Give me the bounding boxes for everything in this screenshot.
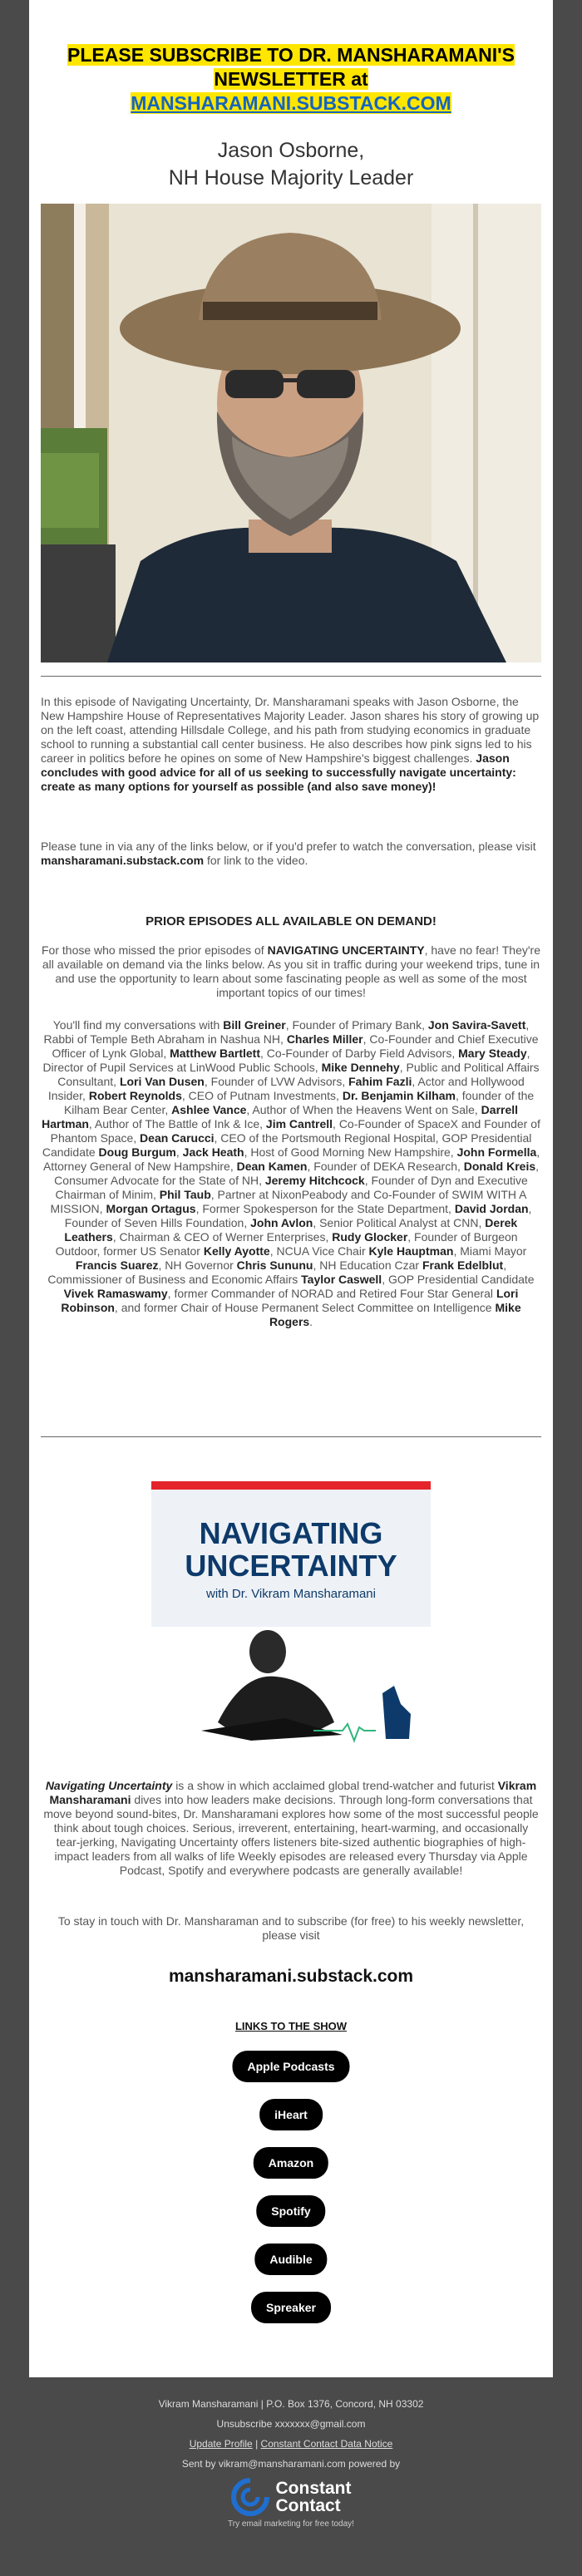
guest-list-role: , Rabbi of Temple Beth Abraham in Nashua NH, [43, 1018, 530, 1046]
guest-list-role: , Author of The Battle of Ink & Ice, [88, 1117, 264, 1130]
subscribe-banner[interactable] [62, 43, 520, 116]
guest-list-role: , Co-Founder of Darby Field Advisors, [260, 1047, 456, 1060]
guest-list-role: , Attorney General of New Hampshire, [42, 1145, 540, 1173]
cover-line3: with Dr. Vikram Mansharamani [206, 1587, 376, 1601]
substack-link[interactable]: MANSHARAMANI.SUBSTACK.COM [131, 92, 451, 114]
guest-list-name: Mary Steady [458, 1047, 527, 1060]
guest-list-name: Morgan Ortagus [106, 1202, 196, 1215]
guest-list-role: , Miami Mayor [453, 1244, 527, 1258]
cover-line1: NAVIGATING [199, 1516, 383, 1550]
guest-list-role: , GOP Presidential Candidate [382, 1273, 535, 1286]
brand-line2: Contact [275, 2496, 341, 2515]
guest-list-name: Matthew Bartlett [170, 1047, 261, 1060]
prior-episodes-title: PRIOR EPISODES ALL AVAILABLE ON DEMAND! [146, 914, 436, 928]
prior-intro [41, 943, 541, 1000]
show-title: Navigating Uncertainty [45, 1779, 173, 1792]
links-title: LINKS TO THE SHOW [234, 2020, 348, 2032]
guest-title: NH House Majority Leader [168, 166, 414, 190]
guest-list-name: Jon Savira-Savett [427, 1018, 526, 1032]
tune-link[interactable]: mansharamani.substack.com [41, 854, 205, 867]
guest-heading [29, 137, 553, 192]
guest-list-name: Bill Greiner [223, 1018, 286, 1032]
guest-list-role: , and former Chair of House Permanent Select Committee on Intelligence [114, 1301, 492, 1314]
banner-line2: NEWSLETTER at [214, 68, 368, 90]
guest-list-name: Donald Kreis [463, 1160, 536, 1173]
show-link-button[interactable]: iHeart [259, 2099, 323, 2130]
guest-list-name: Fahim Fazli [348, 1075, 412, 1088]
guest-list-role: , NCUA Vice Chair [269, 1244, 366, 1258]
brand-line1: Constant [275, 2479, 352, 2498]
update-profile-link[interactable]: Update Profile [189, 2438, 253, 2450]
guest-list-name: Mike Dennehy [321, 1061, 400, 1074]
guest-list-name: Dean Kamen [236, 1160, 308, 1173]
constant-contact-icon [231, 2478, 269, 2516]
guest-list-name: Phil Taub [159, 1188, 211, 1201]
guest-list-name: Darrell Hartman [42, 1103, 519, 1130]
constant-contact-logo[interactable] [0, 2478, 582, 2516]
show-link-button[interactable]: Apple Podcasts [232, 2051, 349, 2082]
guest-list-name: Francis Suarez [75, 1258, 159, 1272]
podcast-cover [151, 1481, 431, 1761]
guest-list-name: Jim Cantrell [265, 1117, 333, 1130]
guest-list [41, 1018, 541, 1329]
guest-list-role: , Founder of Dyn and Executive Chairman of Minim, [55, 1174, 528, 1201]
guest-list-pre: You'll find my conversations with [52, 1018, 220, 1032]
guest-list-name: John Formella [456, 1145, 537, 1159]
guest-list-name: Jack Heath [182, 1145, 244, 1159]
show-link-button[interactable]: Spotify [256, 2195, 325, 2227]
footer-address: Vikram Mansharamani | P.O. Box 1376, Concord, NH 03302 [158, 2398, 424, 2410]
guest-list-name: Lori Van Dusen [119, 1075, 205, 1088]
guest-list-role: , Director of Pupil Services at LinWood Public Schools, [42, 1047, 530, 1074]
guest-list-name: Dr. Benjamin Kilham [342, 1089, 456, 1102]
stay-in-touch: To stay in touch with Dr. Mansharaman and to subscribe (for free) to his weekly newsletter, please visit [57, 1914, 525, 1942]
episode-intro [41, 695, 541, 794]
guest-list-name: Lori Robinson [61, 1287, 519, 1314]
divider-2 [41, 1436, 541, 1437]
guest-list-role: , NH Education Czar [313, 1258, 420, 1272]
tune-post: for link to the video. [206, 854, 308, 867]
guest-list-role: , founder of the Kilham Bear Center, [63, 1089, 535, 1116]
prior-bold: NAVIGATING UNCERTAINTY [267, 943, 425, 957]
show-desc-b: dives into how leaders make decisions. Through long-form conversations that move beyond sound-bites, Dr. Mansharamani explores how some of the most successful people think about tough choices. Serious, irreverent, entertaining, heart-warming, and occasionally tear-jerking, Navigating Uncertainty offers listeners bite-sized authentic biographies of high-impact leaders from all walks of life Weekly episodes are released every Thursday via Apple Podcast, Spotify and everywhere podcasts are generally available! [43, 1793, 539, 1877]
guest-list-role: , [175, 1145, 180, 1159]
guest-list-role: , Partner at NixonPeabody and Co-Founder of SWIM WITH A MISSION, [50, 1188, 527, 1215]
prior-pre: For those who missed the prior episodes of [42, 943, 264, 957]
guest-list-role: , Consumer Advocate for the State of NH, [54, 1160, 540, 1187]
prior-post: , have no fear! They're all available on demand via the links below. As you sit in traffic during your weekend trips, tune in and use the opportunity to learn about some fascinating people as well as some of the most important topics of our times! [42, 943, 540, 999]
show-link-button[interactable]: Amazon [254, 2147, 328, 2179]
guest-list-role: , Founder of DEKA Research, [307, 1160, 461, 1173]
guest-list-role: , Public and Political Affairs Consultant, [57, 1061, 540, 1088]
guest-list-role: , Founder of Primary Bank, [285, 1018, 425, 1032]
guest-list-role: , Founder of LVW Advisors, [204, 1075, 346, 1088]
intro-text: In this episode of Navigating Uncertainty, Dr. Mansharamani speaks with Jason Osborne, the New Hampshire House of Representatives Majority Leader. Jason shares his story of growing up on the left coast, attending Hillsdale College, and his path from studying economics in graduate school to running a substantial call center business. He also describes how pink signs led to his career in politics before he opines on some of New Hampshire's biggest challenges. [41, 695, 540, 765]
guest-list-name: Charles Miller [286, 1032, 363, 1046]
guest-list-role: , NH Governor [158, 1258, 234, 1272]
guest-list-role: , former Commander of NORAD and Retired Four Star General [167, 1287, 494, 1300]
guest-list-role: , CEO of the Portsmouth Regional Hospital, GOP Presidential Candidate [42, 1131, 532, 1159]
guest-list-name: John Avlon [250, 1216, 313, 1229]
guest-list-name: Derek Leathers [64, 1216, 518, 1244]
guest-list-name: Mike Rogers [269, 1301, 521, 1328]
divider-1 [41, 676, 541, 677]
unsubscribe-link[interactable]: Unsubscribe xxxxxxx@gmail.com [216, 2418, 366, 2430]
guest-list-role: , Former Spokesperson for the State Department, [195, 1202, 451, 1215]
guest-list-name: Ashlee Vance [171, 1103, 247, 1116]
guest-list-role: , Host of Good Morning New Hampshire, [244, 1145, 454, 1159]
guest-list-role: , Founder of Seven Hills Foundation, [64, 1202, 532, 1229]
guest-list-role: , Founder of Burgeon Outdoor, former US Senator [55, 1230, 518, 1258]
guest-list-name: Kyle Hauptman [368, 1244, 454, 1258]
guest-list-role: , Co-Founder of SpaceX and Founder of Phantom Space, [50, 1117, 540, 1145]
guest-list-name: Rudy Glocker [332, 1230, 408, 1244]
guest-name: Jason Osborne, [217, 139, 365, 162]
show-host: Vikram Mansharamani [49, 1779, 537, 1806]
guest-photo-illustration [41, 204, 541, 662]
guest-list-name: Doug Burgum [98, 1145, 176, 1159]
tune-pre: Please tune in via any of the links below, or if you'd prefer to watch the conversation, please visit [41, 840, 536, 853]
sent-by: Sent by vikram@mansharamani.com powered by [181, 2458, 401, 2470]
guest-list-role: . [309, 1315, 313, 1328]
tune-in [41, 840, 541, 868]
guest-list-role: , Senior Political Analyst at CNN, [313, 1216, 482, 1229]
guest-list-name: Chris Sununu [236, 1258, 313, 1272]
show-link-button[interactable]: Spreaker [251, 2292, 331, 2323]
email-card [29, 0, 553, 2377]
footer-sep: | [255, 2438, 259, 2450]
show-link-button[interactable]: Audible [254, 2244, 327, 2275]
guest-list-role: , Actor and Hollywood Insider, [47, 1075, 525, 1102]
guest-list-name: Frank Edelblut [422, 1258, 504, 1272]
guest-list-role: , Co-Founder and Chief Executive Officer of Lynk Global, [52, 1032, 539, 1060]
footer [0, 2398, 582, 2529]
guest-list-role: , Chairman & CEO of Werner Enterprises, [112, 1230, 329, 1244]
guest-list-name: David Jordan [454, 1202, 529, 1215]
cover-line2: UNCERTAINTY [185, 1549, 397, 1583]
guest-list-role: , Author of When the Heavens Went on Sale, [246, 1103, 478, 1116]
guest-photo [41, 204, 541, 662]
guest-list-role: , CEO of Putnam Investments, [181, 1089, 339, 1102]
data-notice-link[interactable]: Constant Contact Data Notice [260, 2438, 393, 2450]
guest-list-name: Dean Carucci [140, 1131, 215, 1145]
footer-links [0, 2438, 582, 2450]
guest-list-name: Robert Reynolds [88, 1089, 182, 1102]
guest-list-name: Taylor Caswell [301, 1273, 382, 1286]
podcast-cover-art [151, 1481, 431, 1761]
brand-tagline: Try email marketing for free today! [228, 2519, 354, 2529]
substack-url[interactable]: mansharamani.substack.com [168, 1967, 414, 1986]
guest-list-name: Jeremy Hitchcock [264, 1174, 365, 1187]
guest-list-name: Vivek Ramaswamy [63, 1287, 168, 1300]
show-description [41, 1779, 541, 1878]
show-desc-a: is a show in which acclaimed global trend-watcher and futurist [175, 1779, 495, 1792]
intro-bold: Jason concludes with good advice for all of us seeking to successfully navigate uncertainty: create as many options for yourself as possible (and also save money)! [41, 751, 516, 793]
guest-list-name: Kelly Ayotte [203, 1244, 270, 1258]
banner-line1: PLEASE SUBSCRIBE TO DR. MANSHARAMANI'S [67, 44, 515, 66]
guest-list-role: , Commissioner of Business and Economic Affairs [47, 1258, 507, 1286]
